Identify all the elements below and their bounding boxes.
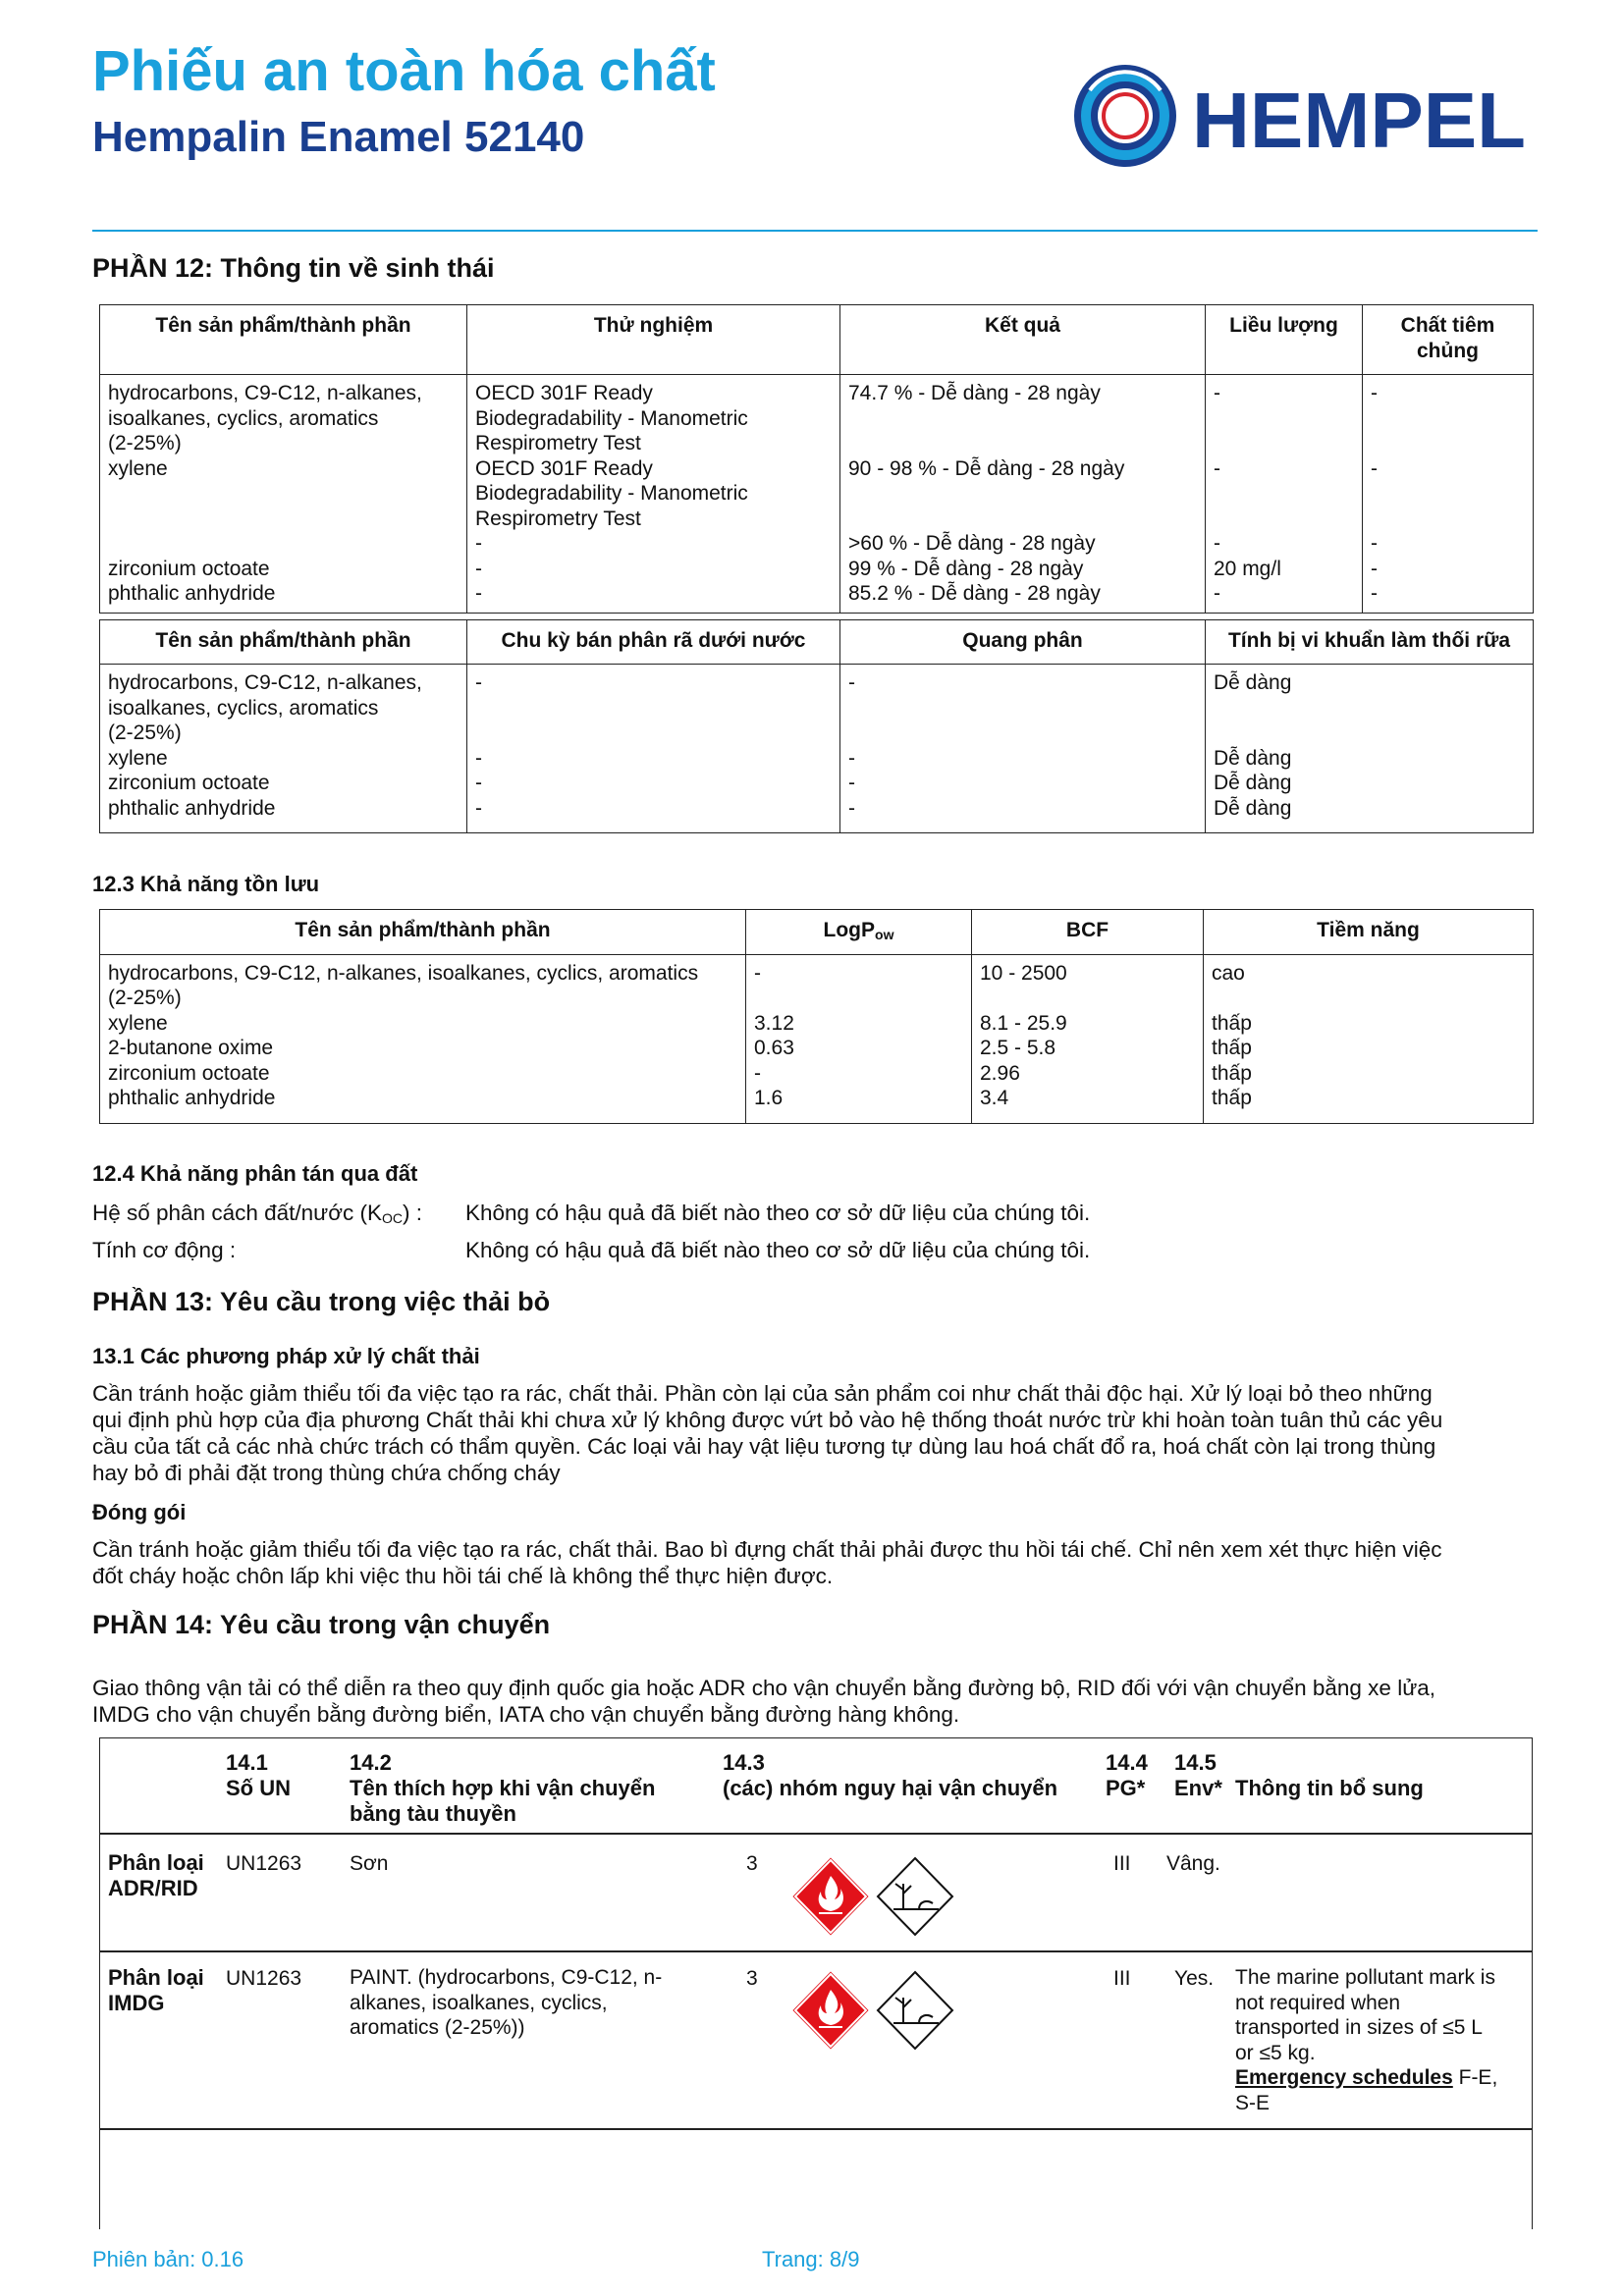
cell-line (1214, 481, 1354, 507)
document-title: Phiếu an toàn hóa chất (92, 39, 716, 103)
cell-line: - (848, 796, 855, 820)
cell-line (848, 721, 1197, 746)
cell-line: phthalic anhydride (108, 796, 276, 820)
cell-line: - (1214, 582, 1220, 605)
paragraph-line: đốt cháy hoặc chôn lấp khi việc thu hồi tái chế là không thể thực hiện được. (92, 1564, 834, 1588)
col-products (100, 954, 746, 1123)
cell-line: (2-25%) (108, 987, 182, 1009)
col-tests (467, 375, 840, 614)
adr-hazard-class: 3 (746, 1852, 758, 1875)
packaging-paragraph (92, 1536, 1545, 1589)
cell-line: OECD 301F Ready (475, 456, 653, 480)
cell-line: isoalkanes, cyclics, aromatics (108, 406, 379, 430)
cell-line: Dễ dàng (1214, 796, 1292, 820)
cell-line: phthalic anhydride (108, 582, 276, 605)
emergency-schedules-link[interactable]: Emergency schedules (1235, 2066, 1453, 2089)
cell-line: hydrocarbons, C9-C12, n-alkanes, (108, 671, 422, 694)
col-products (100, 375, 467, 614)
adr-rid-class-label: Phân loại ADR/RID (108, 1850, 204, 1900)
paragraph-line: qui định phù hợp của địa phương Chất thải khi chưa xử lý không được vứt bỏ vào hệ thống thoát nước trừ khi hoàn toàn tuân thủ các yêu (92, 1408, 1443, 1432)
col-header-product: Tên sản phẩm/thành phần (100, 305, 467, 375)
cell-line (848, 696, 1197, 721)
imdg-packing-group: III (1113, 1967, 1131, 1990)
col-header-bcf: BCF (972, 910, 1204, 955)
cell-line: >60 % - Dễ dàng - 28 ngày (848, 532, 1096, 555)
cell-line: - (848, 772, 855, 794)
cell-line: 90 - 98 % - Dễ dàng - 28 ngày (848, 456, 1125, 480)
info-line: not required when (1235, 1991, 1401, 2014)
section-12-3-heading: 12.3 Khả năng tồn lưu (92, 872, 320, 896)
koc-value: Không có hậu quả đã biết nào theo cơ sở dữ liệu của chúng tôi. (465, 1201, 1091, 1225)
cell-line (1214, 721, 1525, 746)
cell-line: Dễ dàng (1214, 772, 1292, 794)
cell-line: 10 - 2500 (980, 961, 1067, 985)
cell-line: zirconium octoate (108, 1061, 270, 1085)
cell-line: OECD 301F Ready (475, 382, 653, 404)
col-header-potential: Tiềm năng (1204, 910, 1534, 955)
cell-line: (2-25%) (108, 721, 182, 744)
col-header-half-life: Chu kỳ bán phân rã dưới nước (467, 620, 840, 665)
cell-line: - (1371, 532, 1378, 555)
cell-line: Respirometry Test (475, 432, 641, 454)
col-header-logpow: LogP$_{ow}$ (746, 910, 972, 955)
paragraph-line: Cần tránh hoặc giảm thiểu tối đa việc tạo ra rác, chất thải. Phần còn lại của sản phẩm coi như chất thải độc hại. Xử lý loại bỏ theo những (92, 1381, 1433, 1406)
header-14-2: 14.2 Tên thích hợp khi vận chuyển bằng tàu thuyền (350, 1750, 656, 1826)
imdg-additional-info: The marine pollutant mark is not required when transported in sizes of ≤5 L or ≤5 kg. Emergency schedules F-E, S-E (1235, 1966, 1498, 2114)
logo-text: HEMPEL (1192, 77, 1526, 164)
cell-line: xylene (108, 1011, 168, 1035)
imdg-environmental: Yes. (1174, 1967, 1215, 1990)
cell-line (1214, 431, 1354, 456)
cell-line: 8.1 - 25.9 (980, 1011, 1067, 1035)
cell-line: 3.4 (980, 1087, 1009, 1109)
hempel-logo (1070, 61, 1532, 171)
biodegradability-table (99, 304, 1534, 614)
transport-intro (92, 1675, 1545, 1728)
cell-line: hydrocarbons, C9-C12, n-alkanes, (108, 382, 422, 404)
cell-line (108, 531, 459, 557)
section-12-heading: PHẦN 12: Thông tin về sinh thái (92, 253, 495, 283)
cell-line (1371, 431, 1525, 456)
cell-line: 2-butanone oxime (108, 1037, 274, 1059)
cell-line: 1.6 (754, 1087, 784, 1109)
adr-shipping-name: Sơn (350, 1852, 389, 1875)
cell-line (848, 431, 1197, 456)
cell-line: 20 mg/l (1214, 557, 1281, 580)
imdg-shipping-name (350, 1965, 662, 2041)
cell-line: 0.63 (754, 1037, 794, 1059)
col-doses (1206, 375, 1363, 614)
col-header-dose: Liều lượng (1206, 305, 1363, 375)
info-line: The marine pollutant mark is (1235, 1966, 1495, 1989)
col-potential (1204, 954, 1534, 1123)
shipping-name-line: aromatics (2-25%)) (350, 2016, 525, 2039)
paragraph-line: hay bỏ đi phải đặt trong thùng chứa chống cháy (92, 1461, 561, 1485)
header-divider (92, 230, 1538, 232)
cell-line (475, 696, 832, 721)
header-14-4: 14.4 PG* (1106, 1750, 1148, 1800)
cell-line (848, 481, 1197, 507)
imdg-class-label: Phân loại IMDG (108, 1965, 204, 2015)
cell-line: - (1214, 532, 1220, 555)
adr-un-number: UN1263 (226, 1852, 302, 1875)
cell-line (848, 406, 1197, 432)
shipping-name-line: PAINT. (hydrocarbons, C9-C12, n- (350, 1966, 663, 1989)
cell-line: - (1371, 557, 1378, 580)
cell-line: - (475, 746, 482, 770)
col-header-test: Thử nghiệm (467, 305, 840, 375)
degradation-table (99, 619, 1534, 833)
paragraph-line: Cần tránh hoặc giảm thiểu tối đa việc tạo ra rác, chất thải. Bao bì đựng chất thải phải được thu hồi tái chế. Chỉ nên xem xét thực hiện việc (92, 1537, 1442, 1562)
transport-table (99, 1737, 1533, 2229)
cell-line (108, 481, 459, 507)
col-header-result: Kết quả (840, 305, 1206, 375)
cell-line: - (1371, 456, 1378, 480)
cell-line (1371, 481, 1525, 507)
col-photolysis (840, 665, 1206, 833)
cell-line (108, 507, 459, 532)
cell-line (1214, 507, 1354, 532)
cell-line: Respirometry Test (475, 507, 641, 530)
section-12-4-heading: 12.4 Khả năng phân tán qua đất (92, 1161, 418, 1186)
col-bcf (972, 954, 1204, 1123)
waste-treatment-paragraph (92, 1380, 1545, 1486)
info-line: or ≤5 kg. (1235, 2041, 1316, 2064)
section-13-heading: PHẦN 13: Yêu cầu trong việc thải bỏ (92, 1287, 551, 1316)
cell-line: 74.7 % - Dễ dàng - 28 ngày (848, 382, 1101, 404)
cell-line (1212, 986, 1525, 1011)
cell-line: Biodegradability - Manometric (475, 482, 748, 505)
cell-line: - (754, 961, 761, 985)
cell-line: - (848, 671, 855, 694)
cell-line (980, 986, 1195, 1011)
cell-line: 85.2 % - Dễ dàng - 28 ngày (848, 582, 1101, 605)
cell-line: 2.96 (980, 1061, 1020, 1085)
cell-line: - (475, 532, 482, 555)
packaging-heading: Đóng gói (92, 1500, 187, 1524)
cell-line: thấp (1212, 1061, 1252, 1085)
cell-line: 2.5 - 5.8 (980, 1037, 1056, 1059)
cell-line: zirconium octoate (108, 772, 270, 794)
header-14-3: 14.3 (các) nhóm nguy hại vận chuyển (723, 1750, 1058, 1800)
cell-line (1371, 507, 1525, 532)
cell-line: - (1214, 382, 1220, 404)
col-results (840, 375, 1206, 614)
cell-line: thấp (1212, 1087, 1252, 1109)
header-14-5: 14.5 Env* (1174, 1750, 1222, 1800)
cell-line: - (475, 582, 482, 605)
cell-line (754, 986, 963, 1011)
cell-line: - (475, 796, 482, 820)
cell-line: - (475, 772, 482, 794)
bioaccumulation-table (99, 909, 1534, 1124)
col-header-inoculum: Chất tiêm chủng (1363, 305, 1534, 375)
koc-label: Hệ số phân cách đất/nước $(K_{OC})$ : (92, 1201, 422, 1226)
col-logpow (746, 954, 972, 1123)
cell-line: - (848, 746, 855, 770)
transport-row-divider (100, 2128, 1532, 2130)
col-inoculums (1363, 375, 1534, 614)
cell-line: 3.12 (754, 1011, 794, 1035)
cell-line: Dễ dàng (1214, 671, 1292, 694)
cell-line: zirconium octoate (108, 557, 270, 580)
transport-row-divider (100, 1950, 1532, 1952)
shipping-name-line: alkanes, isoalkanes, cyclics, (350, 1991, 608, 2014)
cell-line: isoalkanes, cyclics, aromatics (108, 696, 379, 720)
cell-line: cao (1212, 961, 1245, 985)
cell-line (1371, 406, 1525, 432)
cell-line (475, 721, 832, 746)
cell-line: - (754, 1061, 761, 1085)
cell-line: xylene (108, 456, 168, 480)
cell-line: - (1371, 582, 1378, 605)
section-13-1-heading: 13.1 Các phương pháp xử lý chất thải (92, 1344, 480, 1368)
col-header-biodegradability: Tính bị vi khuẩn làm thối rữa (1206, 620, 1534, 665)
cell-line: hydrocarbons, C9-C12, n-alkanes, isoalkanes, cyclics, aromatics (108, 961, 699, 985)
cell-line (848, 507, 1197, 532)
flammable-hazard-icon (789, 1968, 958, 2053)
cell-line: phthalic anhydride (108, 1087, 276, 1109)
mobility-label: Tính cơ động : (92, 1238, 237, 1262)
cell-line: Dễ dàng (1214, 746, 1292, 770)
paragraph-line: Giao thông vận tải có thể diễn ra theo quy định quốc gia hoặc ADR cho vận chuyển bằng đường bộ, RID đối với vận chuyển bằng xe lửa, (92, 1676, 1436, 1700)
col-biodegradability (1206, 665, 1534, 833)
cell-line: thấp (1212, 1011, 1252, 1035)
imdg-hazard-class: 3 (746, 1967, 758, 1990)
cell-line: (2-25%) (108, 432, 182, 454)
section-14-heading: PHẦN 14: Yêu cầu trong vận chuyển (92, 1610, 551, 1639)
col-header-photolysis: Quang phân (840, 620, 1206, 665)
col-header-product: Tên sản phẩm/thành phần (100, 910, 746, 955)
cell-line: 99 % - Dễ dàng - 28 ngày (848, 557, 1084, 580)
paragraph-line: IMDG cho vận chuyển bằng đường biển, IATA cho vận chuyển bằng đường hàng không. (92, 1702, 960, 1727)
imdg-un-number: UN1263 (226, 1967, 302, 1990)
mobility-value: Không có hậu quả đã biết nào theo cơ sở dữ liệu của chúng tôi. (465, 1238, 1091, 1262)
cell-line: - (1214, 456, 1220, 480)
cell-line: - (475, 671, 482, 694)
transport-header-divider (100, 1833, 1532, 1835)
version-label: Phiên bản: 0.16 (92, 2247, 244, 2271)
info-line: transported in sizes of ≤5 L (1235, 2016, 1483, 2039)
col-products (100, 665, 467, 833)
page-number: Trang: 8/9 (762, 2247, 860, 2271)
adr-packing-group: III (1113, 1852, 1131, 1875)
cell-line: thấp (1212, 1037, 1252, 1059)
cell-line: xylene (108, 746, 168, 770)
col-half-life (467, 665, 840, 833)
adr-environmental: Vâng. (1166, 1852, 1220, 1875)
flammable-hazard-icon (789, 1854, 958, 1939)
cell-line: - (475, 557, 482, 580)
paragraph-line: cầu của tất cả các nhà chức trách có thẩm quyền. Các loại vải hay vật liệu tương tự dùng lau hoá chất đổ ra, hoá chất còn lại trong thùng (92, 1434, 1436, 1459)
product-name: Hempalin Enamel 52140 (92, 113, 585, 161)
header-14-1: 14.1 Số UN (226, 1750, 291, 1800)
cell-line (1214, 406, 1354, 432)
cell-line (1214, 696, 1525, 721)
cell-line: Biodegradability - Manometric (475, 406, 748, 430)
col-header-product: Tên sản phẩm/thành phần (100, 620, 467, 665)
header-14-6: Thông tin bổ sung (1235, 1776, 1424, 1800)
cell-line: - (1371, 382, 1378, 404)
